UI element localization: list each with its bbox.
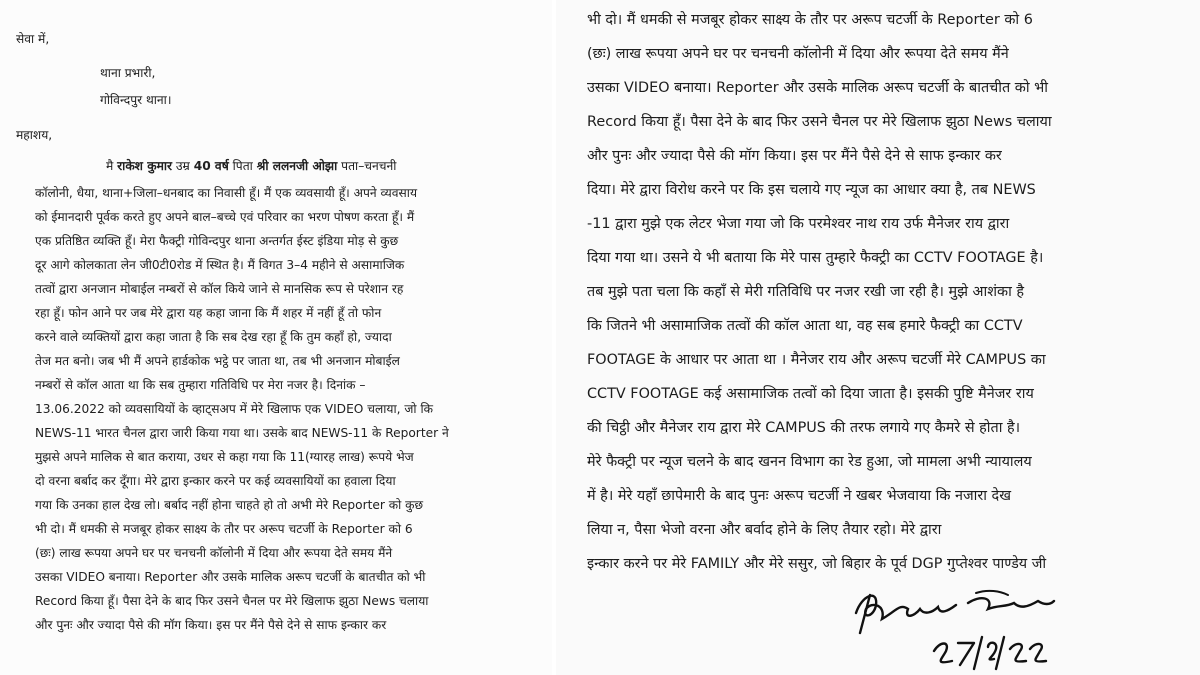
- body-line: और पुनः और ज्यादा पैसे की मॉग किया। इस पर मैंने पैसे देने से साफ इन्कार कर: [587, 148, 1002, 164]
- body-line: इन्कार करने पर मेरे FAMILY और मेरे ससुर, जो बिहार के पूर्व DGP गुप्तेश्वर पाण्डेय जी: [587, 556, 1047, 572]
- body-line: NEWS-11 भारत चैनल द्वारा जारी किया गया था। उसके बाद NEWS-11 के Reporter ने: [35, 426, 449, 440]
- body-line: Record किया हूँ। पैसा देने के बाद फिर उसने चैनल पर मेरे खिलाफ झुठा News चलाया: [587, 114, 1052, 130]
- body-line: तब मुझे पता चला कि कहाँ से मेरी गतिविधि पर नजर रखी जा रही है। मुझे आशंका है: [587, 284, 1025, 300]
- body-line: 13.06.2022 को व्यवसायियों के व्हाट्सअप में मेरे खिलाफ एक VIDEO चलाया, जो कि: [35, 402, 433, 416]
- letter-page-right: [556, 0, 1200, 675]
- sender-name: राकेश कुमार: [117, 159, 172, 173]
- body-line: कि जितने भी असामाजिक तत्वों की कॉल आता था, वह सब हमारे फैक्ट्री का CCTV: [587, 318, 1023, 334]
- signature-drawing: [848, 575, 1058, 675]
- letter-page-left: [0, 0, 556, 675]
- salutation: सेवा में,: [16, 32, 50, 46]
- father-name: श्री ललनजी ओझा: [256, 159, 338, 173]
- greeting: महाशय,: [16, 128, 53, 142]
- body-line: भी दो। मैं धमकी से मजबूर होकर साक्ष्य के तौर पर अरूप चटर्जी के Reporter को 6: [587, 12, 1033, 28]
- sender-age: 40 वर्ष: [193, 159, 229, 173]
- addressee-line: थाना प्रभारी,: [100, 66, 156, 80]
- body-line: मेरे फैक्ट्री पर न्यूज चलने के बाद खनन विभाग का रेड हुआ, जो मामला अभी न्यायालय: [587, 454, 1032, 470]
- body-line: FOOTAGE के आधार पर आता था । मैनेजर राय और अरूप चटर्जी मेरे CAMPUS का: [587, 352, 1046, 368]
- body-line: CCTV FOOTAGE कई असामाजिक तत्वों को दिया जाता है। इसकी पुष्टि मैनेजर राय: [587, 386, 1034, 402]
- body-line: Record किया हूँ। पैसा देने के बाद फिर उसने चैनल पर मेरे खिलाफ झुठा News चलाया: [35, 594, 429, 608]
- body-line: नम्बरों से कॉल आता था कि सब तुम्हारा गतिविधि पर मेरा नजर है। दिनांक –: [35, 378, 366, 392]
- body-line: भी दो। मैं धमकी से मजबूर होकर साक्ष्य के तौर पर अरूप चटर्जी के Reporter को 6: [35, 522, 413, 536]
- body-line: -11 द्वारा मुझे एक लेटर भेजा गया जो कि परमेश्वर नाथ राय उर्फ मैनेजर राय द्वारा: [587, 216, 1010, 232]
- text-fragment: मै: [106, 159, 118, 173]
- body-line: मुझसे अपने मालिक से बात कराया, उधर से कहा गया कि 11(ग्यारह लाख) रूपये भेज: [35, 450, 414, 464]
- body-line: तत्वों द्वारा अनजान मोबाईल नम्बरों से कॉल किये जाने से मानसिक रूप से परेशान रह: [35, 282, 404, 296]
- body-line: की चिट्ठी और मैनेजर राय द्वारा मेरे CAMPUS की तरफ लगाये गए कैमरे से होता है।: [587, 420, 1021, 436]
- body-line: रहा हूँ। फोन आने पर जब मेरे द्वारा यह कहा जाना कि मैं शहर में नहीं हूँ तो फोन: [35, 306, 382, 320]
- body-line: (छः) लाख रूपया अपने घर पर चनचनी कॉलोनी में दिया और रूपया देते समय मैंने: [587, 46, 1009, 62]
- addressee-line: गोविन्दपुर थाना।: [100, 93, 172, 107]
- body-line: उसका VIDEO बनाया। Reporter और उसके मालिक अरूप चटर्जी के बातचीत को भी: [35, 570, 426, 584]
- body-line: दो वरना बर्बाद कर दूँगा। मेरे द्वारा इन्कार करने पर कई व्यवसायियों का हवाला दिया: [35, 474, 396, 488]
- body-line: दिया गया था। उसने ये भी बताया कि मेरे पास तुम्हारे फैक्ट्री का CCTV FOOTAGE है।: [587, 250, 1044, 266]
- body-line: गया कि उनका हाल देख लो। बर्बाद नहीं होना चाहते हो तो अभी मेरे Reporter को कुछ: [35, 498, 424, 512]
- body-line: करने वाले व्यक्तियों द्वारा कहा जाता है कि सब देख रहा हूँ कि तुम कहाँ हो, ज्यादा: [35, 330, 392, 344]
- body-line: उसका VIDEO बनाया। Reporter और उसके मालिक अरूप चटर्जी के बातचीत को भी: [587, 80, 1048, 96]
- text-fragment: पता–चनचनी: [337, 159, 397, 173]
- body-line: लिया न, पैसा भेजो वरना और बर्वाद होने के लिए तैयार रहो। मेरे द्वारा: [587, 522, 942, 538]
- body-line: को ईमानदारी पूर्वक करते हुए अपने बाल–बच्चे एवं परिवार का भरण पोषण करता हूँ। मैं: [35, 210, 415, 224]
- body-line: तेज मत बनो। जब भी मैं अपने हार्डकोक भट्ठे पर जाता था, तब भी अनजान मोबाईल: [35, 354, 400, 368]
- body-line: एक प्रतिष्ठित व्यक्ति हूँ। मेरा फैक्ट्री गोविन्दपुर थाना अन्तर्गत ईस्ट इंडिया मोड़ से कुछ: [35, 234, 399, 248]
- body-line: दिया। मेरे द्वारा विरोध करने पर कि इस चलाये गए न्यूज का आधार क्या है, तब NEWS: [587, 182, 1036, 198]
- body-line: में है। मेरे यहाँ छापेमारी के बाद पुनः अरूप चटर्जी ने खबर भेजवाया कि नजारा देख: [587, 488, 1011, 504]
- handwritten-signature: [848, 575, 1058, 675]
- text-fragment: उम्र: [172, 159, 194, 173]
- body-line: कॉलोनी, धैया, थाना+जिला–धनबाद का निवासी हूँ। मैं एक व्यवसायी हूँ। अपने व्यवसाय: [35, 186, 418, 200]
- body-line: और पुनः और ज्यादा पैसे की मॉग किया। इस पर मैंने पैसे देने से साफ इन्कार कर: [35, 618, 387, 632]
- body-line: (छः) लाख रूपया अपने घर पर चनचनी कॉलोनी में दिया और रूपया देते समय मैंने: [35, 546, 393, 560]
- body-line: दूर आगे कोलकाता लेन जी0टी0रोड में स्थित है। मैं विगत 3–4 महीने से असामाजिक: [35, 258, 405, 272]
- text-fragment: पिता: [228, 159, 257, 173]
- intro-line: [106, 157, 396, 174]
